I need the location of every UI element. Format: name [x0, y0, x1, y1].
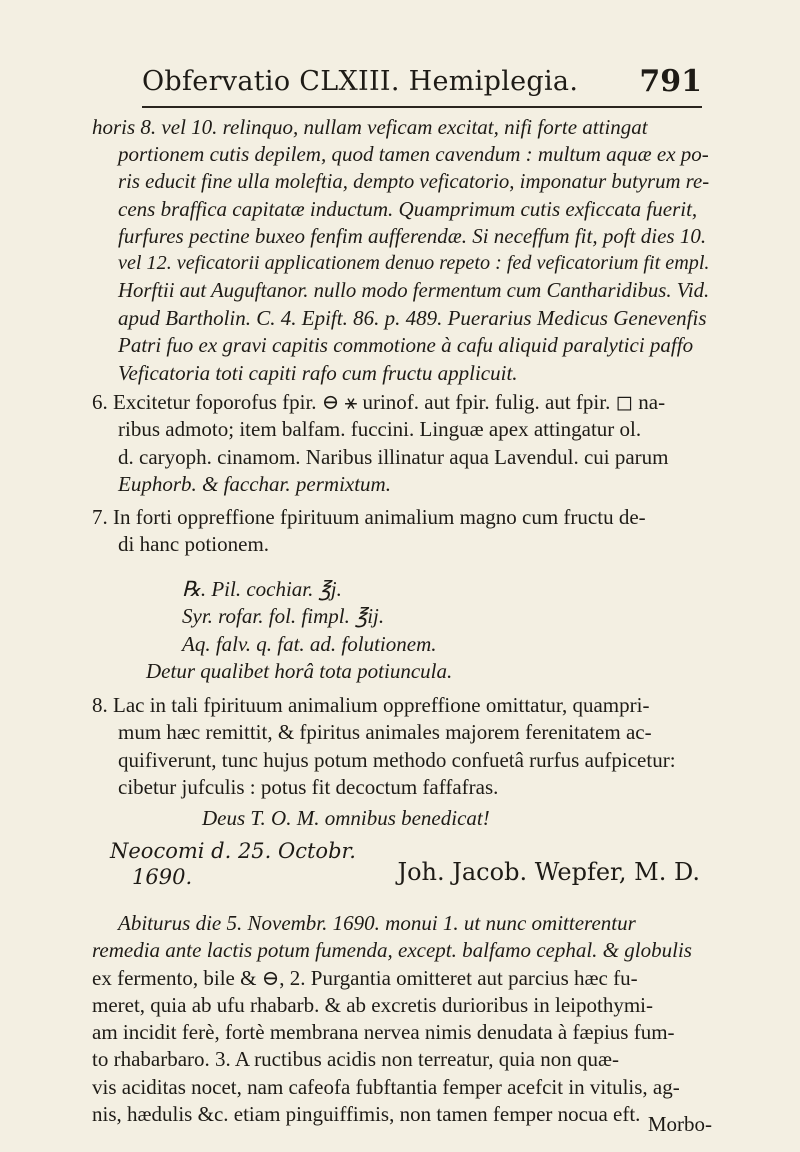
text-line: di hanc potionem. — [118, 532, 270, 557]
recipe-closing: Detur qualibet horâ tota potiuncula. — [146, 658, 453, 683]
paragraph-7 — [92, 504, 712, 559]
text-line: apud Bartholin. C. 4. Epift. 86. p. 489. Puerarius Medicus Genevenfis — [118, 306, 707, 331]
text-line: Patri fuo ex gravi capitis commotione à cafu aliquid paralytici paffo — [118, 333, 694, 358]
text-line: Veficatoria toti capiti rafo cum fructu applicuit. — [118, 360, 518, 385]
catchword: Morbo- — [647, 1112, 712, 1136]
text-line: Abiturus die 5. Novembr. 1690. monui 1. ut nunc omitterentur — [118, 911, 636, 935]
text-line: vel 12. veficatorii applicationem denuo repeto : fed veficatorium fit empl. — [118, 252, 710, 275]
recipe-line: Syr. rofar. fol. fimpl. ℥ij. — [182, 604, 385, 629]
text-line: remedia ante lactis potum fumenda, except. balfamo cephal. & globulis — [92, 938, 692, 963]
text-line: quifiverunt, tunc hujus potum methodo confuetâ rurfus aufpicetur: — [118, 747, 676, 772]
text-line: furfures pectine buxeo fenfim aufferendæ. Si neceffum fit, poft dies 10. — [118, 224, 707, 249]
page-header — [142, 62, 702, 108]
text-line: ribus admoto; item balfam. fuccini. Linguæ apex attingatur ol. — [118, 417, 642, 442]
place-date-year: 1690. — [132, 865, 193, 889]
text-line: Euphorb. & facchar. permixtum. — [118, 471, 391, 496]
text-line: 7. In forti oppreffione fpirituum animalium magno cum fructu de- — [92, 505, 646, 529]
text-line: portionem cutis depilem, quod tamen cavendum : multum aquæ ex po- — [118, 142, 709, 167]
recipe-block — [92, 576, 712, 685]
text-line: cens braffica capitatæ inductum. Quamprimum cutis exficcata fuerit, — [118, 196, 698, 221]
paragraph-final — [92, 910, 712, 1128]
text-line: ex fermento, bile & ⊖, 2. Purgantia omitteret aut parcius hæc fu- — [92, 965, 638, 990]
blessing: Deus T. O. M. omnibus benedicat! — [202, 806, 490, 831]
signature-block — [92, 838, 712, 898]
text-line: d. caryoph. cinamom. Naribus illinatur aqua Lavendul. cui parum — [118, 444, 669, 469]
text-line: nis, hædulis &c. etiam pinguiffimis, non tamen femper nocua eft. — [92, 1102, 641, 1127]
text-line: cibetur jufculis : potus fit decoctum faffafras. — [118, 774, 499, 799]
text-line: mum hæc remittit, & fpiritus animales majorem ferenitatem ac- — [118, 720, 652, 745]
text-line: ris educit fine ulla moleftia, dempto veficatorio, imponatur butyrum re- — [118, 170, 710, 193]
paragraph-8 — [92, 692, 712, 832]
text-line: Horftii aut Auguftanor. nullo modo fermentum cum Cantharidibus. Vid. — [118, 279, 710, 302]
recipe-line: ℞. Pil. cochiar. ℥j. — [182, 577, 342, 601]
place-date-line: Neocomi d. 25. Octobr. — [110, 839, 356, 863]
text-line: 6. Excitetur foporofus fpir. ⊖ ⚹ urinof. aut fpir. fulig. aut fpir. ◻ na- — [92, 390, 666, 414]
place-date — [92, 838, 356, 890]
text-line: 8. Lac in tali fpirituum animalium oppreffione omittatur, quampri- — [92, 693, 650, 717]
text-line: vis aciditas nocet, nam cafeofa fubftantia femper acefcit in vitulis, ag- — [92, 1074, 680, 1099]
paragraph-continuation — [92, 114, 712, 387]
text-line: am incidit ferè, fortè membrana nervea nimis denudata à fæpius fum- — [92, 1020, 675, 1045]
text-line: meret, quia ab ufu rhabarb. & ab excretis durioribus in leipothymi- — [92, 992, 654, 1017]
text-line: horis 8. vel 10. relinquo, nullam veficam excitat, nifi forte attingat — [92, 115, 648, 139]
text-line: to rhabarbaro. 3. A ructibus acidis non terreatur, quia non quæ- — [92, 1047, 619, 1072]
page-number: 791 — [639, 64, 702, 99]
running-title: Obfervatio CLXIII. Hemiplegia. — [142, 66, 579, 97]
author-signature: Joh. Jacob. Wepfer, M. D. — [397, 858, 700, 886]
recipe-line: Aq. falv. q. fat. ad. folutionem. — [182, 631, 437, 656]
paragraph-6 — [92, 389, 712, 498]
